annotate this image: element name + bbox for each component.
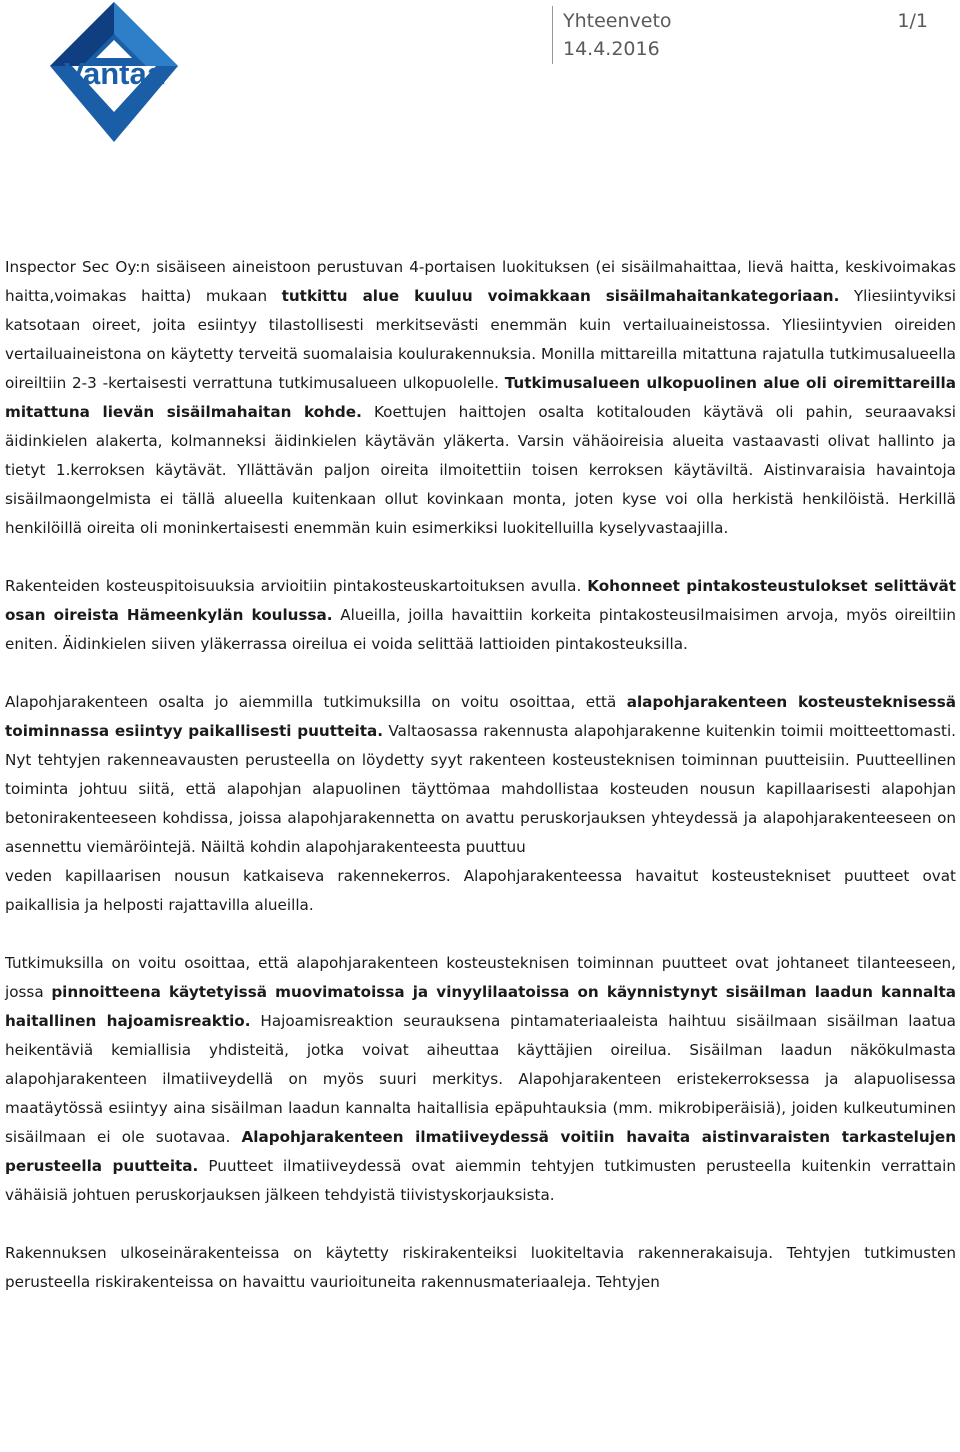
- emphasis-text: alapohjarakenteen kosteusteknisessä toiminnassa esiintyy paikallisesti puutteita.: [5, 693, 956, 740]
- page-number: 1/1: [897, 10, 928, 32]
- body-text: Puutteet ilmatiiveydessä ovat aiemmin tehtyjen tutkimusten perusteella kuitenkin verrattain vähäisiä johtuen peruskorjauksen jälkeen tehdyistä tiivistyskorjauksista.: [5, 1157, 956, 1204]
- body-text: Rakennuksen ulkoseinärakenteissa on käytetty riskirakenteiksi luokiteltavia rakennerakaisuja. Tehtyjen tutkimusten perusteella riskirakenteissa on havaittu vaurioituneita rakennusmateriaaleja. Tehtyjen: [5, 1244, 956, 1291]
- body-text: Valtaosassa rakennusta alapohjarakenne kuitenkin toimii moitteettomasti. Nyt tehtyjen rakenneavausten perusteella on löydetty syyt rakenteen kosteusteknisen toiminnan puutteisiin. Puutteellinen toiminta johtuu siitä, että alapohjan alapuolinen täyttömaa mahdollistaa kosteuden nousun kapillaarisesti alapohjan betonirakenteeseen kohdissa, joissa alapohjarakennetta on avattu peruskorjauksen yhteydessä ja alapohjarakenteeseen on asennettu viemäröintejä. Näiltä kohdin alapohjarakenteesta puuttuu: [5, 722, 956, 856]
- body-text: Yliesiintyviksi katsotaan oireet, joita esiintyy tilastollisesti merkitsevästi enemmän kuin vertailuaineistossa. Yliesiintyvien oireiden vertailuaineistona on käytetty terveitä suomalaisia koulurakennuksia. Monilla mittareilla mitattuna rajatulla tutkimusalueella oireiltiin 2-3 -kertaisesti verrattuna tutkimusalueen ulkopuolelle.: [5, 287, 956, 392]
- body-text: Alapohjarakenteen osalta jo aiemmilla tutkimuksilla on voitu osoittaa, että: [5, 693, 627, 711]
- document-title: Yhteenveto: [563, 10, 672, 32]
- body-text: Alueilla, joilla havaittiin korkeita pintakosteusilmaisimen arvoja, myös oireiltiin eniten. Äidinkielen siiven yläkerrassa oireilua ei voida selittää lattioiden pintakosteuksilla.: [5, 606, 957, 653]
- logo-wordmark: Vantaa: [64, 56, 164, 91]
- header-divider: [552, 6, 553, 64]
- body-text: Koettujen haittojen osalta kotitalouden käytävä oli pahin, seuraavaksi äidinkielen alakerta, kolmanneksi äidinkielen käytävän yläkerta. Varsin vähäoireisia alueita vastaavasti olivat hallinto ja tietyt 1.kerroksen käytävät. Yllättävän paljon oireita ilmoitettiin toisen kerroksen käytäviltä. Aistinvaraisia havaintoja sisäilmaongelmista ei tällä alueella kuitenkaan ollut kovinkaan monta, joten kyse voi olla herkistä henkilöistä. Herkillä henkilöillä oireita oli moninkertaisesti enemmän kuin esimerkiksi luokitelluilla kyselyvastaajilla.: [5, 403, 956, 537]
- body-text: Tutkimuksilla on voitu osoittaa, että alapohjarakenteen kosteusteknisen toiminnan puutteet ovat johtaneet tilanteeseen, jossa: [5, 954, 956, 1001]
- vantaa-logo: [48, 0, 180, 146]
- emphasis-text: pinnoitteena käytetyissä muovimatoissa ja vinyylilaatoissa on käynnistynyt sisäilman laadun kannalta haitallinen hajoamisreaktio.: [5, 983, 956, 1030]
- emphasis-text: Tutkimusalueen ulkopuolinen alue oli oiremittareilla mitattuna lievän sisäilmahaitan kohde.: [5, 374, 956, 421]
- paragraph-p5: [5, 949, 956, 1210]
- paragraph-p4: [5, 862, 956, 920]
- body-text: Rakenteiden kosteuspitoisuuksia arvioitiin pintakosteuskartoituksen avulla.: [5, 577, 588, 595]
- paragraph-p3: [5, 688, 956, 862]
- paragraph-p2: [5, 572, 956, 659]
- document-date: 14.4.2016: [563, 38, 660, 60]
- paragraph-p6: [5, 1239, 956, 1297]
- paragraph-p1: [5, 253, 956, 543]
- emphasis-text: Kohonneet pintakosteustulokset selittävät osan oireista Hämeenkylän koulussa.: [5, 577, 956, 624]
- document-body: [5, 253, 956, 1326]
- emphasis-text: tutkittu alue kuuluu voimakkaan sisäilmahaitankategoriaan.: [281, 287, 840, 305]
- emphasis-text: Alapohjarakenteen ilmatiiveydessä voitiin havaita aistinvaraisten tarkastelujen perusteella puutteita.: [5, 1128, 957, 1175]
- body-text: Inspector Sec Oy:n sisäiseen aineistoon perustuvan 4-portaisen luokituksen (ei sisäilmahaittaa, lievä haitta, keskivoimakas haitta,voimakas haitta) mukaan: [5, 258, 956, 305]
- body-text: veden kapillaarisen nousun katkaiseva rakennekerros. Alapohjarakenteessa havaitut kosteustekniset puutteet ovat paikallisia ja helposti rajattavilla alueilla.: [5, 867, 956, 914]
- body-text: Hajoamisreaktion seurauksena pintamateriaaleista haihtuu sisäilmaan sisäilman laatua heikentäviä kemiallisia yhdisteitä, jotka voivat aiheuttaa käyttäjien oireilua. Sisäilman laadun näkökulmasta alapohjarakenteen ilmatiiveydellä on myös suuri merkitys. Alapohjarakenteen eristekerroksessa ja alapuolisessa maatäytössä esiintyy aina sisäilman laadun kannalta haitallisia epäpuhtauksia (mm. mikrobiperäisiä), joiden kulkeutuminen sisäilmaan ei ole suotavaa.: [5, 1012, 956, 1146]
